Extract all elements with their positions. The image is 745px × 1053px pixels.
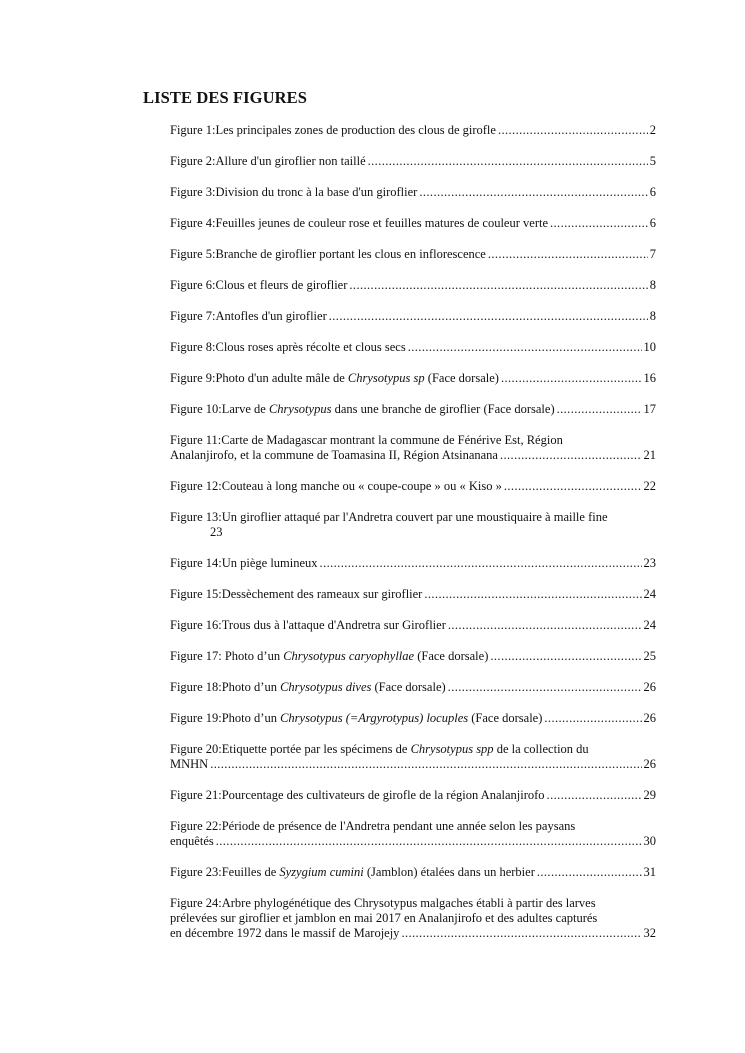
- page-number: 24: [643, 587, 656, 601]
- entry-text: Figure 10:Larve de Chrysotypus dans une branche de giroflier (Face dorsale): [170, 402, 555, 416]
- page-number: 6: [649, 216, 656, 230]
- entry-text: Figure 14:Un piège lumineux: [170, 556, 318, 570]
- page-number: 17: [643, 402, 656, 416]
- entry-text-line1: Figure 22:Période de présence de l'Andretra pendant une année selon les paysans: [170, 819, 576, 833]
- entry-text: Figure 12:Couteau à long manche ou « coupe-coupe » ou « Kiso »: [170, 479, 502, 493]
- dot-leader: [448, 680, 642, 695]
- entry-text: enquêtés: [170, 834, 214, 848]
- dot-leader: [216, 834, 642, 849]
- dot-leader: [424, 587, 641, 602]
- species-name: Chrysotypus dives: [280, 680, 372, 694]
- figure-entry-3[interactable]: [170, 185, 656, 200]
- species-name: Chrysotypus spp: [410, 742, 494, 756]
- page-number: 29: [643, 788, 656, 802]
- page-number: 6: [649, 185, 656, 199]
- entry-text: Figure 15:Dessèchement des rameaux sur giroflier: [170, 587, 423, 601]
- page-number: 10: [643, 340, 656, 354]
- dot-leader: [498, 123, 648, 138]
- dot-leader: [550, 216, 648, 231]
- entry-text: Figure 6:Clous et fleurs de giroflier: [170, 278, 348, 292]
- figure-entry-8[interactable]: [170, 340, 656, 355]
- page-number: 26: [643, 680, 656, 694]
- entry-text: Figure 9:Photo d'un adulte mâle de Chrysotypus sp (Face dorsale): [170, 371, 499, 385]
- page-number: 7: [649, 247, 656, 261]
- page-number: 26: [643, 757, 656, 771]
- page-number: 21: [643, 448, 656, 462]
- figure-entry-24[interactable]: [170, 896, 656, 941]
- dot-leader: [537, 865, 642, 880]
- dot-leader: [368, 154, 648, 169]
- entry-text-line1: Figure 24:Arbre phylogénétique des Chrysotypus malgaches établi à partir des larves: [170, 896, 596, 910]
- dot-leader: [544, 711, 641, 726]
- figure-entry-4[interactable]: [170, 216, 656, 231]
- entry-text: Figure 17: Photo d’un Chrysotypus caryophyllae (Face dorsale): [170, 649, 489, 663]
- entry-text: Figure 1:Les principales zones de production des clous de girofle: [170, 123, 496, 137]
- figure-entry-10[interactable]: [170, 402, 656, 417]
- entry-text-line1: Figure 13:Un giroflier attaqué par l'Andretra couvert par une moustiquaire à maille fine: [170, 510, 608, 524]
- dot-leader: [500, 448, 642, 463]
- entry-text: MNHN: [170, 757, 209, 771]
- dot-leader: [349, 278, 647, 293]
- entry-text: Figure 7:Antofles d'un giroflier: [170, 309, 327, 323]
- figure-entry-18[interactable]: [170, 680, 656, 695]
- page-number: 2: [649, 123, 656, 137]
- page-number: 26: [643, 711, 656, 725]
- dot-leader: [557, 402, 642, 417]
- page-number: 32: [643, 926, 656, 940]
- figure-entry-22[interactable]: [170, 819, 656, 849]
- figure-entry-11[interactable]: [170, 433, 656, 463]
- figure-entry-5[interactable]: [170, 247, 656, 262]
- dot-leader: [488, 247, 648, 262]
- figure-entry-6[interactable]: [170, 278, 656, 293]
- dot-leader: [408, 340, 642, 355]
- dot-leader: [320, 556, 642, 571]
- dot-leader: [501, 371, 642, 386]
- entry-text-line1: Figure 20:Etiquette portée par les spécimens de Chrysotypus spp de la collection du: [170, 742, 589, 756]
- entry-text-line1: Figure 11:Carte de Madagascar montrant la commune de Fénérive Est, Région: [170, 433, 563, 447]
- figure-entry-13[interactable]: [170, 510, 656, 540]
- entry-text: Figure 21:Pourcentage des cultivateurs de girofle de la région Analanjirofo: [170, 788, 545, 802]
- dot-leader: [210, 757, 641, 772]
- page-number: 22: [643, 479, 656, 493]
- dot-leader: [448, 618, 642, 633]
- figure-entry-19[interactable]: [170, 711, 656, 726]
- entry-text: Figure 23:Feuilles de Syzygium cumini (Jamblon) étalées dans un herbier: [170, 865, 535, 879]
- page-number: 30: [643, 834, 656, 848]
- page-number: 31: [643, 865, 656, 879]
- figure-entry-2[interactable]: [170, 154, 656, 169]
- page-number: 23: [643, 556, 656, 570]
- dot-leader: [504, 479, 642, 494]
- page-title: LISTE DES FIGURES: [143, 88, 308, 107]
- page-number: 16: [643, 371, 656, 385]
- entry-text: Figure 18:Photo d’un Chrysotypus dives (Face dorsale): [170, 680, 446, 694]
- figure-entry-16[interactable]: [170, 618, 656, 633]
- dot-leader: [419, 185, 647, 200]
- page-number: 24: [643, 618, 656, 632]
- entry-text: Figure 5:Branche de giroflier portant les clous en inflorescence: [170, 247, 486, 261]
- entry-text: Figure 19:Photo d’un Chrysotypus (=Argyrotypus) locuples (Face dorsale): [170, 711, 543, 725]
- entry-text: Figure 8:Clous roses après récolte et clous secs: [170, 340, 406, 354]
- entry-text: en décembre 1972 dans le massif de Marojejy: [170, 926, 400, 940]
- figure-entry-23[interactable]: [170, 865, 656, 880]
- entry-text-line2: prélevées sur giroflier et jamblon en mai 2017 en Analanjirofo et des adultes capturés: [170, 911, 598, 925]
- figure-entry-9[interactable]: [170, 371, 656, 386]
- figure-entry-20[interactable]: [170, 742, 656, 772]
- species-name: Chrysotypus: [268, 402, 332, 416]
- dot-leader: [490, 649, 641, 664]
- dot-leader: [329, 309, 648, 324]
- species-name: Chrysotypus sp: [347, 371, 425, 385]
- figure-entry-1[interactable]: [170, 123, 656, 138]
- entry-text: Figure 4:Feuilles jeunes de couleur rose et feuilles matures de couleur verte: [170, 216, 548, 230]
- species-name: Chrysotypus caryophyllae: [283, 649, 415, 663]
- page-number: 8: [649, 278, 656, 292]
- dot-leader: [547, 788, 642, 803]
- species-name: Syzygium cumini: [279, 865, 364, 879]
- dot-leader: [401, 926, 641, 941]
- entry-text: Figure 16:Trous dus à l'attaque d'Andretra sur Giroflier: [170, 618, 446, 632]
- entry-text: Figure 3:Division du tronc à la base d'un giroflier: [170, 185, 418, 199]
- page-number: 8: [649, 309, 656, 323]
- figure-entry-21[interactable]: [170, 788, 656, 803]
- species-name: Chrysotypus (=Argyrotypus) locuples: [280, 711, 469, 725]
- page-number: 5: [649, 154, 656, 168]
- figure-entry-12[interactable]: [170, 479, 656, 494]
- figure-entry-14[interactable]: [170, 556, 656, 571]
- figure-entry-17[interactable]: [170, 649, 656, 664]
- page-number: 25: [643, 649, 656, 663]
- entry-text: Analanjirofo, et la commune de Toamasina II, Région Atsinanana: [170, 448, 498, 462]
- figure-entry-7[interactable]: [170, 309, 656, 324]
- page-number: 23: [210, 525, 223, 539]
- entry-text: Figure 2:Allure d'un giroflier non taillé: [170, 154, 366, 168]
- figure-entry-15[interactable]: [170, 587, 656, 602]
